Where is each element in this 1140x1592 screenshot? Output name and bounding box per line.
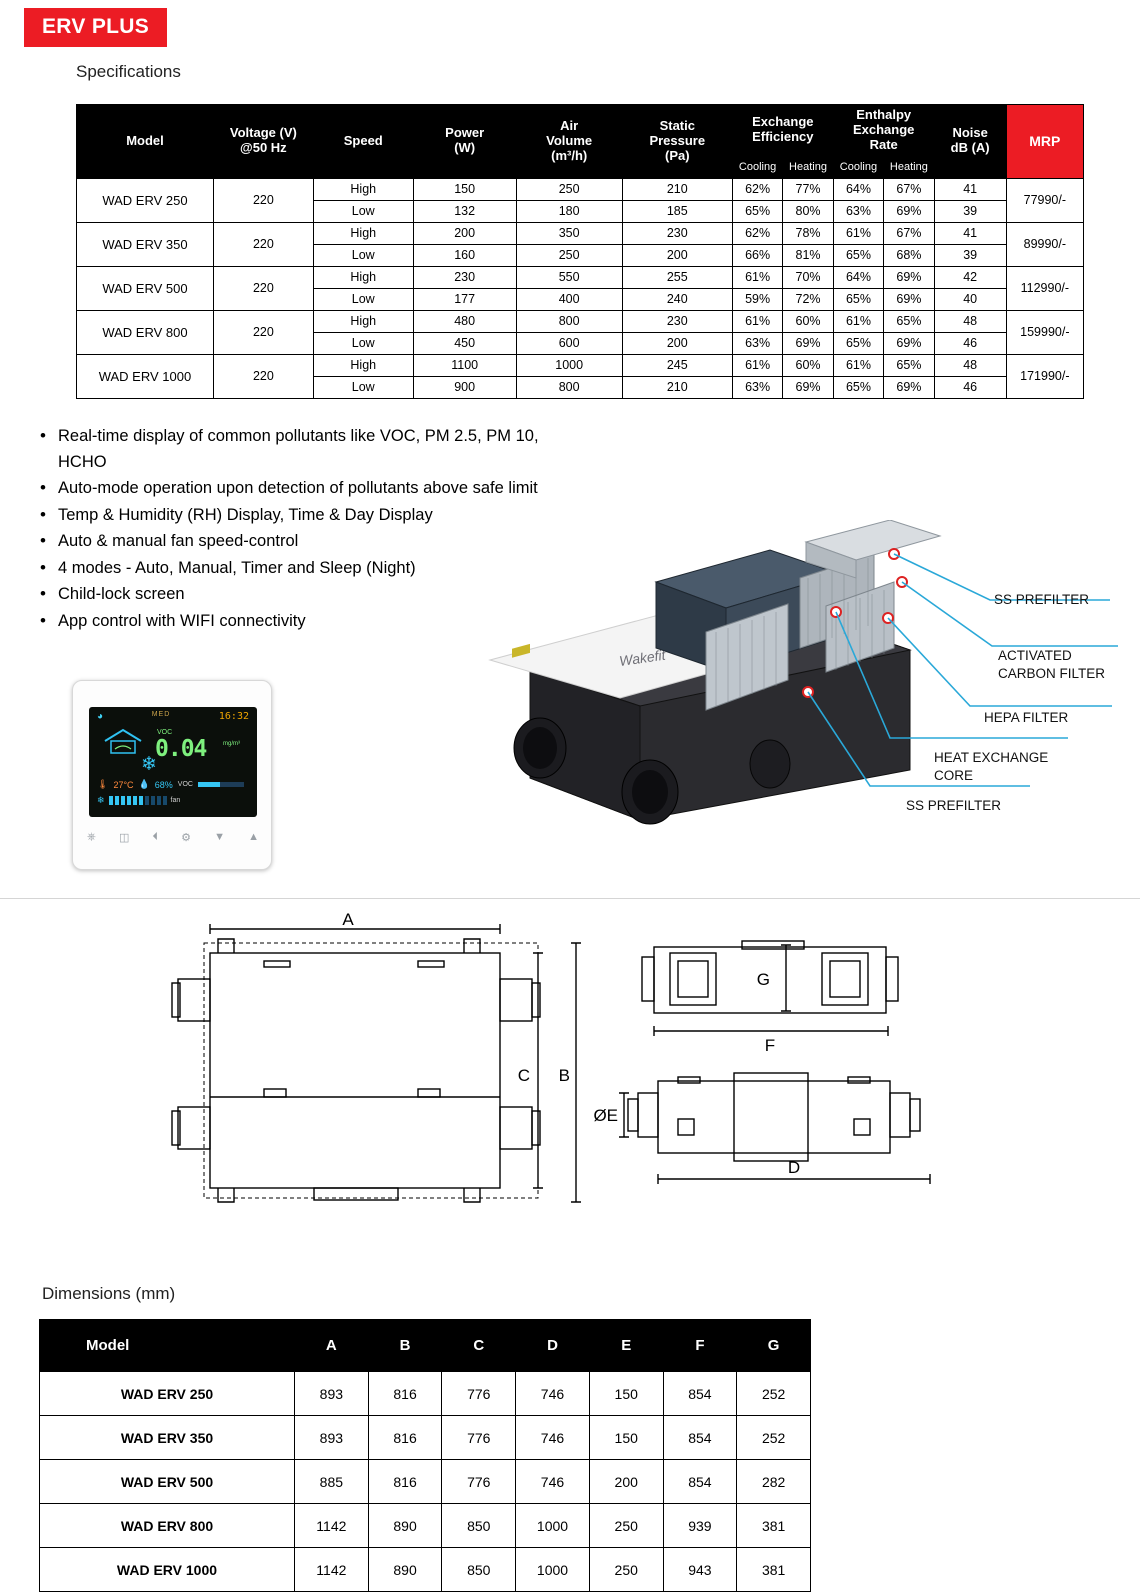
down-button-icon[interactable]: ▼ [214, 831, 225, 843]
col-header-mrp: MRP [1006, 105, 1083, 179]
dim-cell-a: 1142 [294, 1504, 368, 1548]
cell-eff-cooling: 59% [732, 288, 782, 310]
cell-model: WAD ERV 500 [77, 266, 214, 310]
controller-voc-value: 0.04 [155, 736, 207, 762]
col-header-model: Model [77, 105, 214, 179]
col-header-power-line2: (W) [454, 140, 476, 156]
cell-static-pressure: 255 [622, 266, 732, 288]
cell-noise: 48 [934, 354, 1006, 376]
cell-speed: High [313, 178, 413, 200]
cell-static-pressure: 245 [622, 354, 732, 376]
col-header-voltage-line2: @50 Hz [240, 140, 287, 156]
controller-buttons[interactable] [87, 831, 259, 844]
cell-static-pressure: 210 [622, 178, 732, 200]
controller-readings-row [97, 779, 249, 790]
cell-voltage: 220 [213, 222, 313, 266]
cell-power: 1100 [413, 354, 516, 376]
cell-air-volume: 800 [516, 376, 622, 398]
house-icon [101, 727, 145, 757]
col-header-noise-line1: Noise [952, 125, 988, 141]
dim-col-header-c: C [442, 1320, 516, 1372]
cell-eff-cooling: 61% [732, 266, 782, 288]
cell-mrp: 112990/- [1006, 266, 1083, 310]
cell-mrp: 159990/- [1006, 310, 1083, 354]
dim-label-G: G [756, 970, 770, 989]
timer-button-icon[interactable]: ⏴ [152, 831, 158, 843]
cell-speed: High [313, 310, 413, 332]
controller-fanspeed-row [97, 795, 247, 806]
dim-cell-g: 252 [737, 1372, 811, 1416]
dim-cell-e: 250 [589, 1504, 663, 1548]
cell-eff-heating: 77% [783, 178, 833, 200]
cell-eff-heating: 69% [783, 376, 833, 398]
cell-power: 160 [413, 244, 516, 266]
dim-cell-c: 850 [442, 1548, 516, 1592]
dim-cell-d: 1000 [516, 1504, 590, 1548]
dim-cell-model: WAD ERV 1000 [40, 1548, 295, 1592]
fan-icon: ❄ [141, 754, 157, 775]
cell-speed: High [313, 222, 413, 244]
cell-noise: 41 [934, 222, 1006, 244]
cell-enth-cooling: 61% [833, 310, 883, 332]
cell-enth-heating: 67% [884, 178, 934, 200]
power-button-icon[interactable]: ⎈ [87, 831, 96, 843]
callout-core: CORE [934, 768, 974, 783]
cell-power: 132 [413, 200, 516, 222]
dim-cell-e: 250 [589, 1548, 663, 1592]
col-header-enthalpy-heating: Heating [884, 156, 934, 178]
controller-voc-bar [198, 782, 244, 787]
dim-label-A: A [342, 911, 354, 929]
dim-cell-g: 282 [737, 1460, 811, 1504]
col-header-speed: Speed [313, 105, 413, 179]
callout-hepa-filter: HEPA FILTER [984, 710, 1069, 725]
dim-cell-c: 850 [442, 1504, 516, 1548]
dimensions-table-wrapper [39, 1319, 811, 1592]
col-header-enthalpy-line3: Rate [869, 136, 898, 152]
dim-col-header-e: E [589, 1320, 663, 1372]
controller-screen [89, 707, 257, 817]
cell-static-pressure: 200 [622, 244, 732, 266]
cell-enth-heating: 68% [884, 244, 934, 266]
cell-eff-heating: 69% [783, 332, 833, 354]
cell-speed: Low [313, 376, 413, 398]
table-row [77, 354, 1084, 376]
dim-col-header-a: A [294, 1320, 368, 1372]
specifications-table [76, 104, 1084, 399]
lid-brand-text: Wakefit [618, 646, 667, 669]
dim-cell-d: 746 [516, 1416, 590, 1460]
table-row [77, 310, 1084, 332]
cell-power: 230 [413, 266, 516, 288]
list-item: • Auto-mode operation upon detection of pollutants above safe limit [40, 476, 578, 502]
cell-enth-cooling: 64% [833, 178, 883, 200]
cell-eff-heating: 78% [783, 222, 833, 244]
cell-power: 200 [413, 222, 516, 244]
dim-col-header-model: Model [40, 1320, 295, 1372]
table-row [40, 1372, 811, 1416]
col-header-static-line1: Static [659, 118, 695, 133]
dim-cell-a: 885 [294, 1460, 368, 1504]
col-header-exchange-efficiency [732, 105, 833, 157]
col-header-static-pressure [622, 105, 732, 179]
col-header-air-line1: Air [560, 118, 579, 133]
col-header-air-line2: Volume [546, 132, 593, 148]
cell-speed: Low [313, 244, 413, 266]
cell-air-volume: 350 [516, 222, 622, 244]
cell-enth-heating: 67% [884, 222, 934, 244]
dim-cell-c: 776 [442, 1460, 516, 1504]
col-header-exchange-line2: Efficiency [752, 129, 814, 145]
dimensions-title: Dimensions (mm) [42, 1284, 176, 1303]
dim-cell-d: 1000 [516, 1548, 590, 1592]
col-header-power [413, 105, 516, 179]
col-header-enthalpy-cooling: Cooling [833, 156, 883, 178]
dim-cell-b: 890 [368, 1504, 442, 1548]
cell-eff-cooling: 61% [732, 354, 782, 376]
cell-static-pressure: 185 [622, 200, 732, 222]
cell-enth-heating: 69% [884, 376, 934, 398]
cell-air-volume: 250 [516, 178, 622, 200]
dim-cell-model: WAD ERV 800 [40, 1504, 295, 1548]
dimensions-section [0, 898, 1140, 1578]
specifications-table-head [77, 105, 1084, 179]
cell-air-volume: 800 [516, 310, 622, 332]
cell-static-pressure: 200 [622, 332, 732, 354]
wifi-icon: ◕ [97, 711, 104, 722]
table-row [40, 1504, 811, 1548]
dim-label-E: ØE [593, 1106, 618, 1125]
controller-voc-label: VOC [157, 729, 173, 736]
cell-static-pressure: 240 [622, 288, 732, 310]
cell-air-volume: 400 [516, 288, 622, 310]
brand-tag: ERV PLUS [24, 8, 167, 47]
dim-cell-b: 816 [368, 1416, 442, 1460]
cell-eff-cooling: 62% [732, 178, 782, 200]
thermometer-icon: 🌡 [97, 779, 109, 789]
controller-status-bar [89, 711, 257, 722]
cell-model: WAD ERV 1000 [77, 354, 214, 398]
dim-col-header-d: D [516, 1320, 590, 1372]
dimensions-table-body [40, 1372, 811, 1592]
cell-eff-heating: 70% [783, 266, 833, 288]
table-row [40, 1548, 811, 1592]
product-cutaway-svg [470, 520, 1130, 880]
dim-cell-d: 746 [516, 1460, 590, 1504]
cell-enth-heating: 65% [884, 354, 934, 376]
cell-voltage: 220 [213, 178, 313, 222]
settings-button-icon[interactable]: ⚙ [181, 832, 191, 844]
dim-cell-f: 854 [663, 1416, 737, 1460]
specifications-table-wrapper [76, 104, 1084, 399]
cell-air-volume: 250 [516, 244, 622, 266]
cell-eff-cooling: 65% [732, 200, 782, 222]
cell-enth-cooling: 64% [833, 266, 883, 288]
list-item: • App control with WIFI connectivity [40, 609, 578, 635]
cell-speed: High [313, 266, 413, 288]
dim-cell-model: WAD ERV 250 [40, 1372, 295, 1416]
col-header-air-line3: (m³/h) [551, 147, 588, 163]
dim-cell-model: WAD ERV 350 [40, 1416, 295, 1460]
specifications-table-body [77, 178, 1084, 398]
cell-enth-heating: 69% [884, 332, 934, 354]
col-header-voltage-line1: Voltage (V) [229, 125, 297, 141]
cell-enth-cooling: 61% [833, 222, 883, 244]
cell-voltage: 220 [213, 354, 313, 398]
dim-col-header-b: B [368, 1320, 442, 1372]
cell-noise: 48 [934, 310, 1006, 332]
dim-cell-b: 890 [368, 1548, 442, 1592]
cell-enth-heating: 69% [884, 288, 934, 310]
callout-heat-exchange: HEAT EXCHANGE [934, 750, 1049, 765]
col-header-exchange-line1: Exchange [752, 114, 814, 130]
cell-eff-heating: 81% [783, 244, 833, 266]
dim-cell-g: 381 [737, 1548, 811, 1592]
cell-air-volume: 180 [516, 200, 622, 222]
cell-model: WAD ERV 250 [77, 178, 214, 222]
controller-time: 16:32 [218, 711, 249, 722]
col-header-static-line3: (Pa) [664, 147, 690, 163]
wall-controller-image [72, 680, 272, 870]
controller-fan-label: fan [170, 797, 181, 804]
cell-enth-cooling: 65% [833, 244, 883, 266]
cell-static-pressure: 210 [622, 376, 732, 398]
dim-cell-c: 776 [442, 1416, 516, 1460]
cell-power: 480 [413, 310, 516, 332]
cell-voltage: 220 [213, 266, 313, 310]
list-item: • Auto & manual fan speed-control [40, 529, 578, 555]
col-header-exchange-heating: Heating [783, 156, 833, 178]
dim-col-header-g: G [737, 1320, 811, 1372]
cell-eff-heating: 80% [783, 200, 833, 222]
cell-power: 150 [413, 178, 516, 200]
col-header-power-line1: Power [445, 125, 485, 141]
cell-noise: 46 [934, 332, 1006, 354]
cell-enth-cooling: 63% [833, 200, 883, 222]
cell-power: 450 [413, 332, 516, 354]
dim-col-header-f: F [663, 1320, 737, 1372]
dim-cell-model: WAD ERV 500 [40, 1460, 295, 1504]
dim-cell-c: 776 [442, 1372, 516, 1416]
controller-voc-label-2: VOC [177, 781, 193, 788]
cell-enth-heating: 65% [884, 310, 934, 332]
dim-cell-e: 150 [589, 1372, 663, 1416]
cell-enth-cooling: 61% [833, 354, 883, 376]
humidity-icon: 💧 [138, 779, 150, 789]
cell-voltage: 220 [213, 310, 313, 354]
table-row [40, 1416, 811, 1460]
col-header-noise-line2: dB (A) [950, 140, 990, 156]
cell-speed: Low [313, 288, 413, 310]
cell-air-volume: 550 [516, 266, 622, 288]
cell-speed: Low [313, 332, 413, 354]
cell-air-volume: 600 [516, 332, 622, 354]
cell-air-volume: 1000 [516, 354, 622, 376]
snowflake-icon: ❄ [97, 795, 105, 805]
col-header-static-line2: Pressure [649, 132, 706, 148]
cell-power: 900 [413, 376, 516, 398]
cell-enth-cooling: 65% [833, 288, 883, 310]
controller-mode-label: MED [151, 711, 171, 718]
list-item: • Real-time display of common pollutants like VOC, PM 2.5, PM 10, HCHO [40, 424, 578, 475]
col-header-enthalpy-line2: Exchange [852, 121, 915, 137]
col-header-exchange-cooling: Cooling [732, 156, 782, 178]
col-header-enthalpy-rate [833, 105, 934, 157]
cell-power: 177 [413, 288, 516, 310]
cell-eff-heating: 60% [783, 354, 833, 376]
table-row [77, 222, 1084, 244]
col-header-air-volume [516, 105, 622, 179]
cell-enth-cooling: 65% [833, 332, 883, 354]
callout-carbon-filter: CARBON FILTER [998, 666, 1106, 681]
dimensions-table [39, 1319, 811, 1592]
fan-speed-segments [109, 796, 167, 805]
dim-cell-g: 381 [737, 1504, 811, 1548]
cell-mrp: 171990/- [1006, 354, 1083, 398]
cell-speed: Low [313, 200, 413, 222]
cell-noise: 46 [934, 376, 1006, 398]
cell-eff-cooling: 63% [732, 376, 782, 398]
dim-cell-d: 746 [516, 1372, 590, 1416]
col-header-voltage [213, 105, 313, 179]
cell-enth-cooling: 65% [833, 376, 883, 398]
dim-cell-a: 1142 [294, 1548, 368, 1592]
cell-speed: High [313, 354, 413, 376]
controller-temperature: 27°C [113, 779, 134, 790]
dim-cell-b: 816 [368, 1372, 442, 1416]
cell-noise: 41 [934, 178, 1006, 200]
table-row [77, 266, 1084, 288]
cell-eff-heating: 72% [783, 288, 833, 310]
cell-static-pressure: 230 [622, 222, 732, 244]
cell-noise: 42 [934, 266, 1006, 288]
cell-enth-heating: 69% [884, 266, 934, 288]
specifications-title: Specifications [76, 62, 181, 81]
cell-eff-cooling: 62% [732, 222, 782, 244]
product-cutaway-illustration [470, 520, 1130, 880]
dim-cell-g: 252 [737, 1416, 811, 1460]
cell-eff-cooling: 61% [732, 310, 782, 332]
cell-static-pressure: 230 [622, 310, 732, 332]
list-item: • Child-lock screen [40, 582, 578, 608]
list-item: • Temp & Humidity (RH) Display, Time & Day Display [40, 503, 578, 529]
up-button-icon[interactable]: ▲ [248, 831, 259, 843]
cell-mrp: 89990/- [1006, 222, 1083, 266]
list-item: • 4 modes - Auto, Manual, Timer and Sleep (Night) [40, 556, 578, 582]
dim-cell-f: 854 [663, 1372, 737, 1416]
cell-noise: 39 [934, 244, 1006, 266]
cell-noise: 40 [934, 288, 1006, 310]
mode-button-icon[interactable]: ◫ [118, 832, 130, 844]
dim-cell-a: 893 [294, 1372, 368, 1416]
dim-cell-a: 893 [294, 1416, 368, 1460]
cell-mrp: 77990/- [1006, 178, 1083, 222]
cell-eff-cooling: 66% [732, 244, 782, 266]
cell-eff-cooling: 63% [732, 332, 782, 354]
controller-voc-unit: mg/m³ [223, 741, 240, 747]
cell-model: WAD ERV 800 [77, 310, 214, 354]
dim-cell-f: 939 [663, 1504, 737, 1548]
callout-ss-prefilter-top: SS PREFILTER [994, 592, 1090, 607]
col-header-enthalpy-line1: Enthalpy [856, 107, 912, 122]
dim-cell-e: 150 [589, 1416, 663, 1460]
callout-activated: ACTIVATED [998, 648, 1072, 663]
cell-noise: 39 [934, 200, 1006, 222]
dimensions-table-head [40, 1320, 811, 1372]
dim-cell-f: 854 [663, 1460, 737, 1504]
dim-label-C: C [517, 1066, 530, 1085]
controller-humidity: 68% [154, 779, 173, 790]
dim-cell-e: 200 [589, 1460, 663, 1504]
table-row [40, 1460, 811, 1504]
dim-cell-b: 816 [368, 1460, 442, 1504]
cell-eff-heating: 60% [783, 310, 833, 332]
dim-label-D: D [787, 1158, 801, 1177]
cell-model: WAD ERV 350 [77, 222, 214, 266]
cell-enth-heating: 69% [884, 200, 934, 222]
dim-label-F: F [764, 1036, 776, 1055]
dim-label-B: B [558, 1066, 570, 1085]
dim-cell-f: 943 [663, 1548, 737, 1592]
table-row [77, 178, 1084, 200]
callout-ss-prefilter-bottom: SS PREFILTER [906, 798, 1002, 813]
dimension-drawings-svg [118, 911, 1002, 1271]
col-header-noise [934, 105, 1006, 179]
